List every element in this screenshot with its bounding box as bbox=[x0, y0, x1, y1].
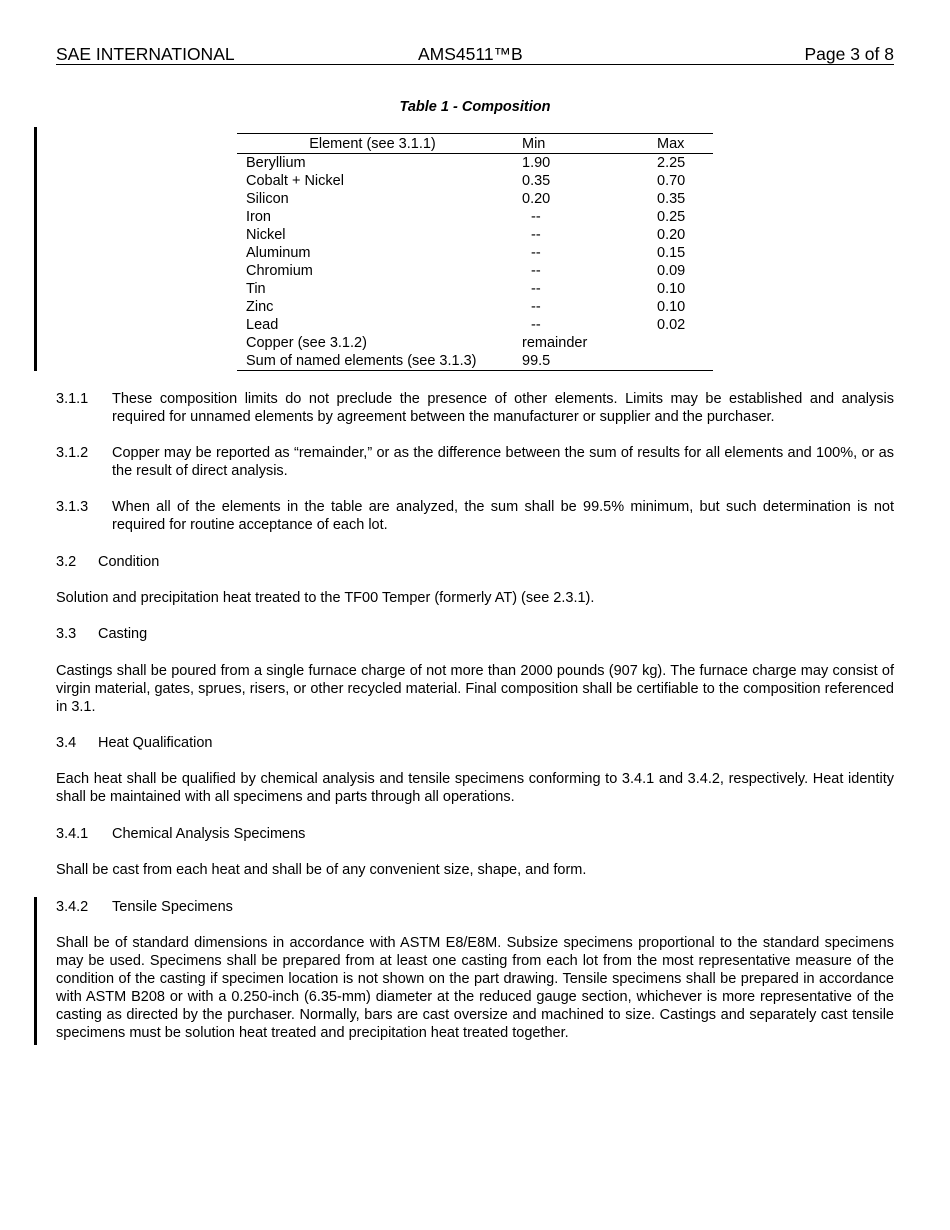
table-row bbox=[237, 316, 713, 334]
cell-element: Zinc bbox=[246, 299, 274, 315]
section-text-3-2: Solution and precipitation heat treated to the TF00 Temper (formerly AT) (see 2.3.1). bbox=[56, 590, 595, 606]
header-document-id: AMS4511™B bbox=[418, 44, 523, 64]
table-row bbox=[237, 352, 713, 371]
table-row bbox=[237, 262, 713, 280]
section-title-3-3: Casting bbox=[98, 626, 148, 642]
cell-min: -- bbox=[531, 263, 541, 279]
section-text-3-4: Each heat shall be qualified by chemical analysis and tensile specimens conforming to 3.4.1 and 3.4.2, respectively. Heat identity shall be maintained with all specimens and parts through all operations. bbox=[56, 771, 894, 805]
section-number-3-3: 3.3 bbox=[56, 626, 77, 642]
section-number-3-1-1: 3.1.1 bbox=[56, 391, 89, 407]
section-title-3-4: Heat Qualification bbox=[98, 735, 213, 751]
table-header-row bbox=[237, 134, 713, 154]
column-header-min: Min bbox=[508, 134, 643, 154]
section-number-3-4: 3.4 bbox=[56, 735, 77, 751]
table-row bbox=[237, 244, 713, 262]
cell-min: remainder bbox=[522, 335, 588, 351]
cell-min: -- bbox=[531, 227, 541, 243]
page-header bbox=[56, 44, 894, 65]
section-title-3-2: Condition bbox=[98, 554, 160, 570]
cell-max bbox=[643, 334, 713, 352]
table-row bbox=[237, 154, 713, 173]
section-number-3-4-2: 3.4.2 bbox=[56, 899, 89, 915]
section-text-3-1-1: These composition limits do not preclude the presence of other elements. Limits may be established and analysis required for unnamed elements by agreement between the manufacturer or supplier and the purchaser. bbox=[112, 391, 894, 425]
cell-min: 1.90 bbox=[522, 155, 551, 171]
cell-element: Silicon bbox=[246, 191, 289, 207]
section-text-3-4-2: Shall be of standard dimensions in accordance with ASTM E8/E8M. Subsize specimens proportional to the standard specimens may be used. Specimens shall be prepared from at least one casting from each lot from the most representative measure of the condition of the casting if specimen location is not shown on the part drawing. Tensile specimens shall be prepared in accordance with ASTM B208 or with a 0.250-inch (6.35-mm) diameter at the reduced gauge section, whichever is more representative of the casting as directed by the purchaser. Normally, bars are cast oversize and machined to size. Castings and separately cast tensile specimens must be solution heat treated and precipitation heat treated together. bbox=[56, 935, 894, 1041]
cell-element: Cobalt + Nickel bbox=[246, 173, 344, 189]
column-header-max: Max bbox=[643, 134, 713, 154]
section-title-3-4-1: Chemical Analysis Specimens bbox=[112, 826, 306, 842]
cell-element: Nickel bbox=[246, 227, 286, 243]
header-organization: SAE INTERNATIONAL bbox=[56, 44, 235, 64]
cell-max: 0.02 bbox=[657, 317, 686, 333]
cell-min: 0.35 bbox=[522, 173, 551, 189]
table-row bbox=[237, 334, 713, 352]
cell-element: Iron bbox=[246, 209, 271, 225]
cell-max: 0.09 bbox=[657, 263, 686, 279]
cell-max bbox=[643, 352, 713, 371]
change-bar-table bbox=[34, 127, 37, 371]
cell-element: Sum of named elements (see 3.1.3) bbox=[237, 352, 508, 371]
cell-max: 0.20 bbox=[657, 227, 686, 243]
cell-max: 2.25 bbox=[657, 155, 686, 171]
cell-min: -- bbox=[531, 299, 541, 315]
section-number-3-4-1: 3.4.1 bbox=[56, 826, 89, 842]
table-row bbox=[237, 226, 713, 244]
cell-min: -- bbox=[531, 209, 541, 225]
cell-element: Tin bbox=[246, 281, 266, 297]
cell-min: -- bbox=[531, 245, 541, 261]
table-row bbox=[237, 298, 713, 316]
cell-min: -- bbox=[531, 317, 541, 333]
cell-element: Copper (see 3.1.2) bbox=[246, 335, 367, 351]
section-text-3-3: Castings shall be poured from a single furnace charge of not more than 2000 pounds (907 kg). The furnace charge may consist of virgin material, gates, sprues, risers, or other recycled material. Final composition shall be certifiable to the composition referenced in 3.1. bbox=[56, 663, 894, 715]
cell-element: Beryllium bbox=[246, 155, 306, 171]
section-text-3-4-1: Shall be cast from each heat and shall be of any convenient size, shape, and form. bbox=[56, 862, 587, 878]
cell-element: Lead bbox=[246, 317, 279, 333]
section-number-3-2: 3.2 bbox=[56, 554, 77, 570]
column-header-element: Element (see 3.1.1) bbox=[237, 134, 508, 154]
section-title-3-4-2: Tensile Specimens bbox=[112, 899, 233, 915]
header-page-number: Page 3 of 8 bbox=[804, 44, 894, 64]
cell-min: 0.20 bbox=[522, 191, 551, 207]
cell-max: 0.25 bbox=[657, 209, 686, 225]
table-title: Table 1 - Composition bbox=[399, 99, 551, 115]
section-number-3-1-3: 3.1.3 bbox=[56, 499, 89, 515]
cell-element: Aluminum bbox=[246, 245, 311, 261]
section-number-3-1-2: 3.1.2 bbox=[56, 445, 89, 461]
cell-max: 0.35 bbox=[657, 191, 686, 207]
table-row bbox=[237, 280, 713, 298]
section-text-3-1-2: Copper may be reported as “remainder,” or as the difference between the sum of results for all elements and 100%, or as the result of direct analysis. bbox=[112, 445, 894, 479]
cell-max: 0.15 bbox=[657, 245, 686, 261]
table-row bbox=[237, 190, 713, 208]
cell-min: -- bbox=[531, 281, 541, 297]
cell-max: 0.70 bbox=[657, 173, 686, 189]
cell-max: 0.10 bbox=[657, 299, 686, 315]
composition-table bbox=[237, 133, 713, 371]
cell-element: Chromium bbox=[246, 263, 313, 279]
change-bar-tensile bbox=[34, 897, 37, 1045]
table-row bbox=[237, 172, 713, 190]
cell-max: 0.10 bbox=[657, 281, 686, 297]
table-row bbox=[237, 208, 713, 226]
cell-min: 99.5 bbox=[508, 352, 643, 371]
section-text-3-1-3: When all of the elements in the table are analyzed, the sum shall be 99.5% minimum, but such determination is not required for routine acceptance of each lot. bbox=[112, 499, 894, 533]
